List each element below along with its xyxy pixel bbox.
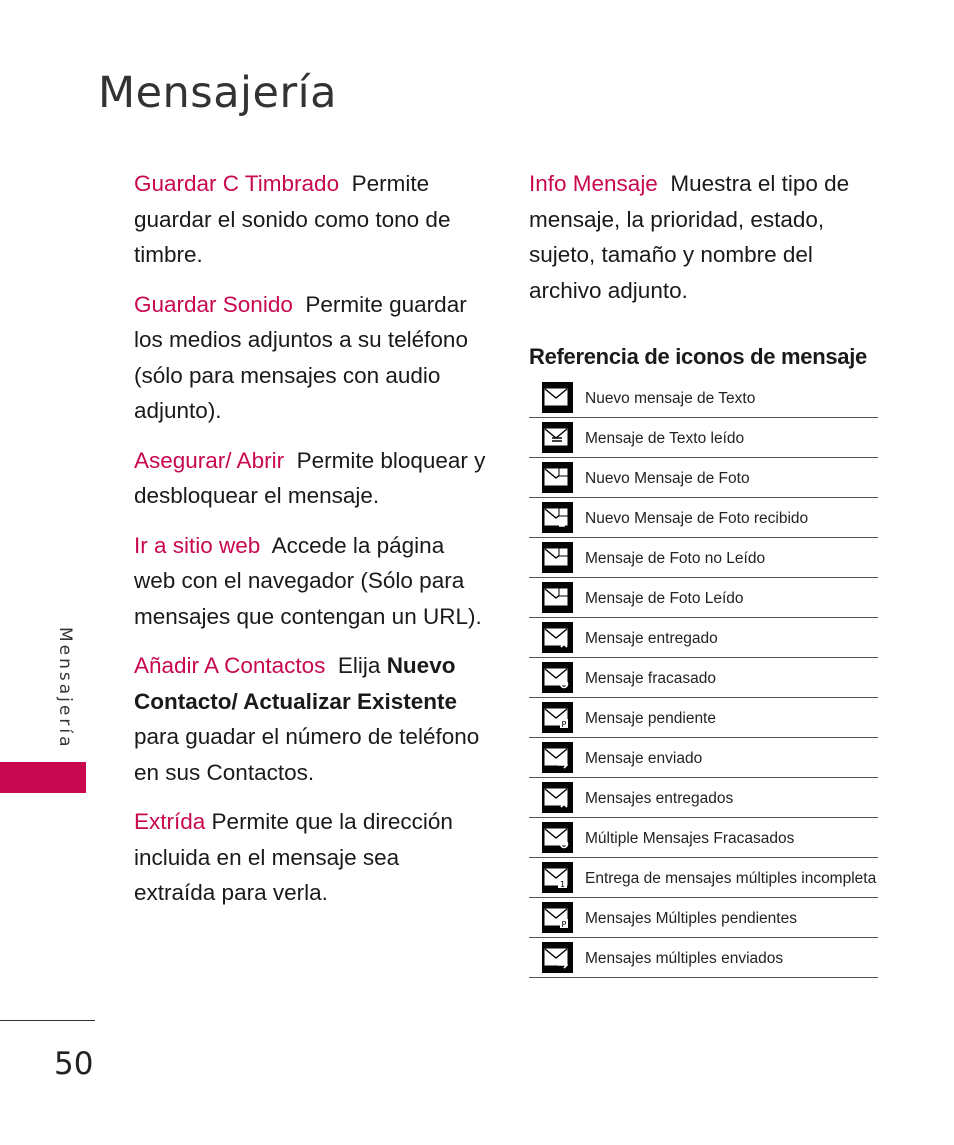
message-pending-icon	[542, 702, 573, 733]
icon-reference-label: Mensaje de Foto no Leído	[585, 549, 766, 567]
icon-reference-row	[529, 738, 878, 778]
entry-text: Permite bloquear y desbloquear el mensaje.	[134, 447, 486, 508]
entry-anadir-a-contactos	[134, 648, 486, 790]
icon-reference-heading: Referencia de iconos de mensaje	[529, 344, 867, 369]
entry-ir-a-sitio-web	[134, 528, 486, 635]
entry-text: Permite guardar el sonido como tono de timbre.	[134, 171, 451, 267]
icon-reference-label: Múltiple Mensajes Fracasados	[585, 829, 795, 847]
icon-cell	[529, 699, 585, 736]
entry-asegurar-abrir	[134, 443, 486, 514]
multiple-delivery-incomplete-icon	[542, 862, 573, 893]
photo-message-unread-icon	[542, 542, 573, 573]
icon-cell	[529, 499, 585, 536]
photo-message-received-icon	[542, 502, 573, 533]
icon-reference-label: Mensaje fracasado	[585, 669, 716, 687]
icon-reference-label: Entrega de mensajes múltiples incompleta	[585, 869, 877, 887]
multiple-messages-failed-icon	[542, 822, 573, 853]
right-column	[529, 166, 879, 978]
icon-cell	[529, 739, 585, 776]
icon-reference-row	[529, 818, 878, 858]
icon-cell	[529, 379, 585, 416]
icon-reference-row	[529, 498, 878, 538]
icon-reference-label: Mensajes múltiples enviados	[585, 949, 784, 967]
message-sent-icon	[542, 742, 573, 773]
icon-cell	[529, 859, 585, 896]
icon-reference-row	[529, 778, 878, 818]
icon-reference-label: Nuevo mensaje de Texto	[585, 389, 756, 407]
page-title: Mensajería	[98, 68, 337, 118]
entry-text: Muestra el tipo de mensaje, la prioridad, estado, sujeto, tamaño y nombre del archivo adjunto.	[529, 171, 850, 303]
footer-divider	[0, 1020, 95, 1021]
entry-guardar-sonido	[134, 287, 486, 429]
icon-cell	[529, 819, 585, 856]
icon-reference-row	[529, 578, 878, 618]
multiple-messages-pending-icon	[542, 902, 573, 933]
message-failed-icon	[542, 662, 573, 693]
icon-cell	[529, 899, 585, 936]
icon-cell	[529, 779, 585, 816]
icon-cell	[529, 659, 585, 696]
messages-delivered-icon	[542, 782, 573, 813]
icon-reference-table	[529, 378, 878, 978]
icon-reference-row	[529, 418, 878, 458]
icon-cell	[529, 939, 585, 976]
entry-term: Añadir A Contactos	[134, 653, 326, 678]
icon-reference-row	[529, 658, 878, 698]
icon-reference-label: Mensaje de Texto leído	[585, 429, 745, 447]
multiple-messages-sent-icon	[542, 942, 573, 973]
side-tab-label: Mensajería	[55, 627, 75, 750]
entry-text: para guadar el número de teléfono en sus Contactos.	[134, 724, 480, 785]
entry-term: Info Mensaje	[529, 171, 658, 196]
icon-reference-label: Mensaje entregado	[585, 629, 718, 647]
message-delivered-icon	[542, 622, 573, 653]
envelope-read-icon	[542, 422, 573, 453]
icon-reference-label: Mensajes Múltiples pendientes	[585, 909, 797, 927]
entry-pre-text: Elija	[337, 653, 381, 678]
envelope-new-icon	[542, 382, 573, 413]
icon-reference-row	[529, 618, 878, 658]
icon-reference-label: Nuevo Mensaje de Foto	[585, 469, 750, 487]
icon-reference-row	[529, 378, 878, 418]
entry-guardar-c-timbrado	[134, 166, 486, 273]
entry-text: Permite que la dirección incluida en el mensaje sea extraída para verla.	[134, 809, 453, 905]
entry-bold-text: Nuevo Contacto/ Actualizar Existente	[134, 653, 457, 714]
icon-reference-row	[529, 538, 878, 578]
entry-text: Permite guardar los medios adjuntos a su teléfono (sólo para mensajes con audio adjunto).	[134, 291, 468, 423]
entry-term: Extrída	[134, 809, 206, 834]
icon-cell	[529, 539, 585, 576]
entry-term: Asegurar/ Abrir	[134, 447, 285, 473]
entry-extrida	[134, 804, 486, 911]
entry-term: Guardar C Timbrado	[134, 171, 340, 196]
side-tab-marker	[0, 762, 86, 793]
entry-term: Guardar Sonido	[134, 291, 293, 317]
icon-cell	[529, 579, 585, 616]
svg-text:P: P	[561, 919, 566, 929]
entry-term: Ir a sitio web	[134, 532, 261, 558]
svg-text:1: 1	[559, 879, 565, 889]
icon-reference-row	[529, 698, 878, 738]
icon-reference-row	[529, 898, 878, 938]
icon-reference-label: Mensaje de Foto Leído	[585, 589, 744, 607]
icon-reference-label: Mensaje enviado	[585, 749, 703, 767]
left-column	[134, 166, 486, 925]
icon-reference-row	[529, 458, 878, 498]
icon-reference-row	[529, 858, 878, 898]
svg-text:P: P	[561, 719, 566, 729]
icon-cell	[529, 459, 585, 496]
entry-info-mensaje	[529, 166, 879, 308]
photo-message-read-icon	[542, 582, 573, 613]
icon-reference-label: Nuevo Mensaje de Foto recibido	[585, 509, 809, 527]
icon-reference-label: Mensaje pendiente	[585, 709, 716, 727]
page-number: 50	[54, 1046, 94, 1082]
photo-message-new-icon	[542, 462, 573, 493]
icon-reference-label: Mensajes entregados	[585, 789, 734, 807]
icon-cell	[529, 619, 585, 656]
icon-cell	[529, 419, 585, 456]
icon-reference-row	[529, 938, 878, 978]
entry-text: Accede la página web con el navegador (Sólo para mensajes que contengan un URL).	[134, 532, 482, 629]
